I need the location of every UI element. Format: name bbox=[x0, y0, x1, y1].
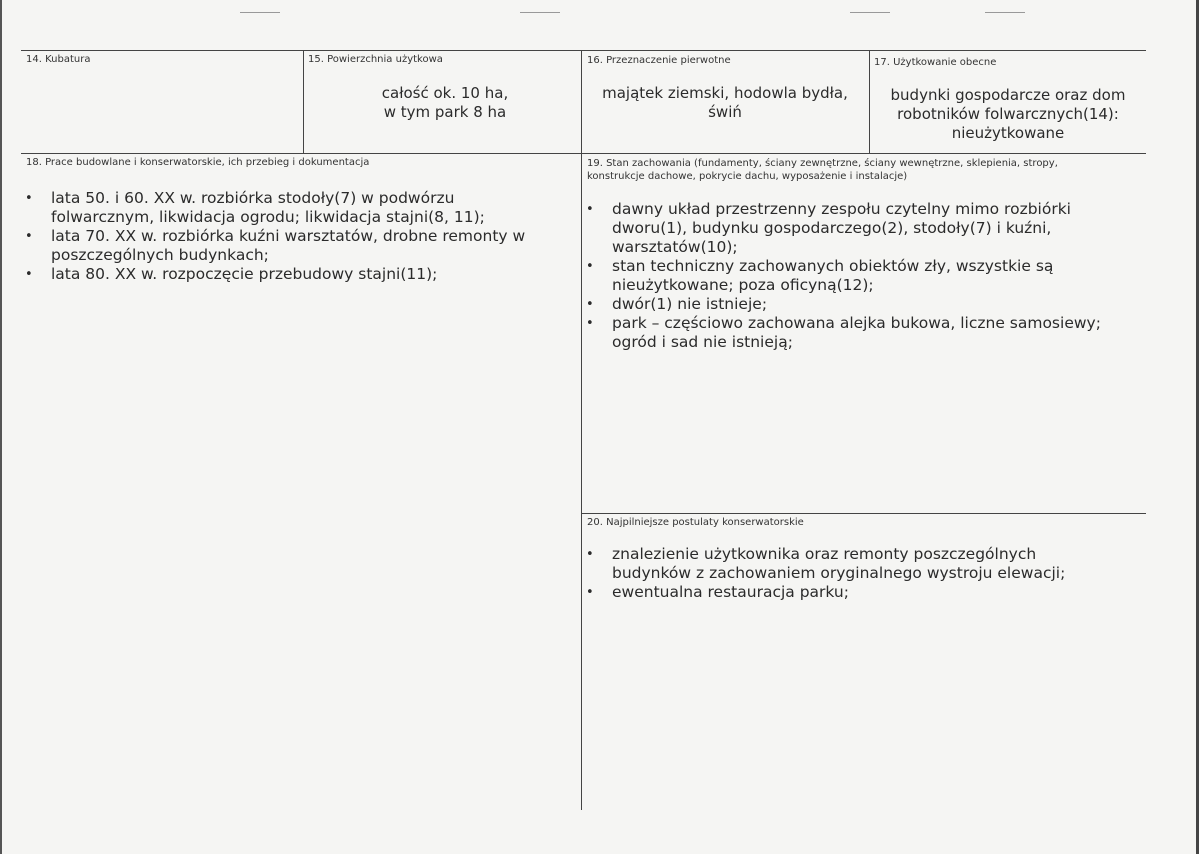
list-item: • park – częściowo zachowana alejka bukowa, liczne samosiewy; ogród i sad nie istnieją; bbox=[583, 314, 1143, 352]
list-item: • stan techniczny zachowanych obiektów zły, wszystkie są nieużytkowane; poza oficyną(12); bbox=[583, 257, 1143, 295]
przeznaczenie-label: 16. Przeznaczenie pierwotne bbox=[587, 55, 731, 66]
uzytkowanie-line: robotników folwarcznych(14): bbox=[897, 105, 1119, 123]
top-mark bbox=[240, 12, 280, 13]
list-item: • lata 50. i 60. XX w. rozbiórka stodoły(7) w podwórzu folwarcznym, likwidacja ogrodu; likwidacja stajni(8, 11); bbox=[22, 189, 532, 227]
grid-line bbox=[582, 513, 1146, 514]
uzytkowanie-line: budynki gospodarcze oraz dom bbox=[890, 86, 1126, 104]
stan-list bbox=[583, 200, 1143, 352]
stan-label bbox=[587, 157, 1058, 183]
grid-line bbox=[21, 50, 1146, 51]
list-item: • ewentualna restauracja parku; bbox=[583, 583, 1103, 602]
uzytkowanie-value bbox=[872, 86, 1144, 143]
uzytkowanie-label: 17. Użytkowanie obecne bbox=[874, 57, 997, 68]
top-mark bbox=[850, 12, 890, 13]
powierzchnia-label: 15. Powierzchnia użytkowa bbox=[308, 54, 443, 65]
grid-line bbox=[21, 153, 1146, 154]
grid-line bbox=[303, 50, 304, 153]
stan-label-line: 19. Stan zachowania (fundamenty, ściany zewnętrzne, ściany wewnętrzne, sklepienia, stropy, bbox=[587, 158, 1058, 169]
powierzchnia-line: w tym park 8 ha bbox=[383, 103, 507, 121]
stan-label-line: konstrukcje dachowe, pokrycie dachu, wyposażenie i instalacje) bbox=[587, 171, 908, 182]
powierzchnia-line: całość ok. 10 ha, bbox=[381, 84, 509, 102]
list-item: • lata 70. XX w. rozbiórka kuźni warsztatów, drobne remonty w poszczególnych budynkach; bbox=[22, 227, 532, 265]
list-item: • dwór(1) nie istnieje; bbox=[583, 295, 1143, 314]
grid-line bbox=[581, 50, 582, 810]
przeznaczenie-value: majątek ziemski, hodowla bydła, świń bbox=[602, 84, 848, 121]
top-mark bbox=[985, 12, 1025, 13]
postulaty-list bbox=[583, 545, 1103, 602]
list-item: • lata 80. XX w. rozpoczęcie przebudowy stajni(11); bbox=[22, 265, 532, 284]
list-item: • znalezienie użytkownika oraz remonty poszczególnych budynków z zachowaniem oryginalnego wystroju elewacji; bbox=[583, 545, 1103, 583]
powierzchnia-value bbox=[380, 84, 510, 122]
list-item: • dawny układ przestrzenny zespołu czytelny mimo rozbiórki dworu(1), budynku gospodarczego(2), stodoły(7) i kuźni, warsztatów(10); bbox=[583, 200, 1143, 257]
grid-line bbox=[869, 50, 870, 153]
prace-label: 18. Prace budowlane i konserwatorskie, ich przebieg i dokumentacja bbox=[26, 157, 370, 168]
kubatura-label: 14. Kubatura bbox=[26, 54, 91, 65]
prace-list bbox=[22, 189, 532, 284]
top-mark bbox=[520, 12, 560, 13]
postulaty-label: 20. Najpilniejsze postulaty konserwatorskie bbox=[587, 517, 804, 528]
uzytkowanie-line: nieużytkowane bbox=[951, 124, 1065, 142]
